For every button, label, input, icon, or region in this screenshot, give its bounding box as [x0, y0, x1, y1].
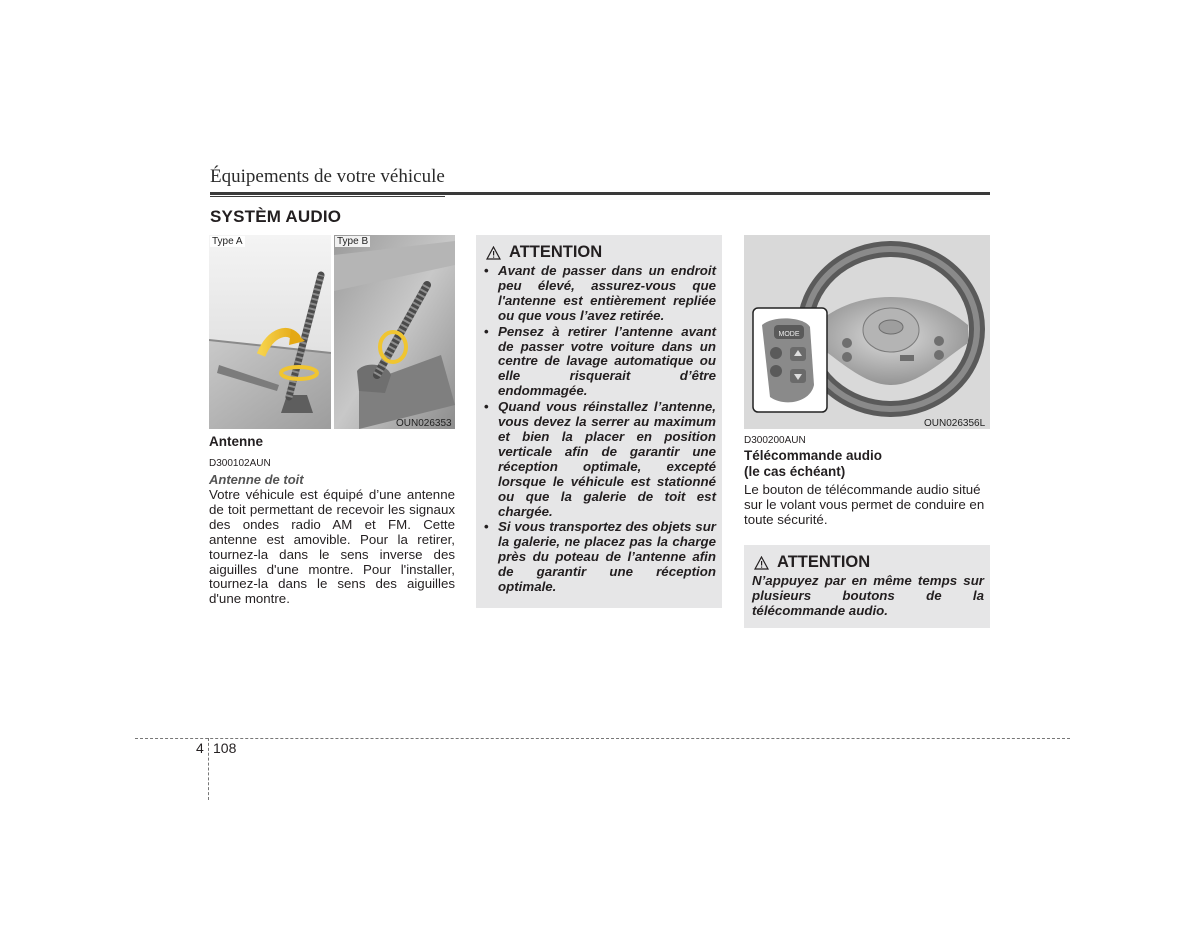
header-rule [210, 192, 990, 195]
figure-label-type-a: Type A [212, 236, 243, 247]
chapter-title: Équipements de votre véhicule [210, 166, 445, 187]
header-rule-thin [210, 196, 445, 197]
warning-item: • Pensez à retirer l’antenne avant de passer votre voiture dans un centre de lavage automatique ou elle risquerait d’être endommagée. [484, 325, 716, 400]
warning-title: ATTENTION [754, 553, 870, 572]
footer-dashed-rule [135, 738, 1070, 739]
page-number: 108 [213, 740, 237, 756]
audio-remote-body-text: Le bouton de télécommande audio situé sur le volant vous permet de conduire en toute sécurité. [744, 482, 985, 527]
audio-remote-warning-box [744, 545, 990, 628]
steering-wheel-figure [744, 235, 990, 429]
warning-triangle-icon [486, 246, 501, 260]
warning-title: ATTENTION [486, 243, 602, 262]
antenna-ref-code: D300102AUN [209, 458, 271, 469]
warning-item: • Quand vous réinstallez l’antenne, vous devez la serrer au maximum et bien la placer en position verticale afin de garantir une réception optimale, excepté lorsque le véhicule est stationné ou que la galerie de toit est chargée. [484, 400, 716, 519]
figure-label-type-b: Type B [337, 236, 369, 247]
antenna-figure [209, 235, 455, 429]
antenna-body-text: Votre véhicule est équipé d’une antenne de toit permettant de recevoir les signaux des ondes radio AM et FM. Cette antenne est amovible. Pour la retirer, tournez-la dans le sens inverse des aiguilles d'une montre. Pour l'installer, tournez-la dans le sens des aiguilles d'une montre. [209, 487, 455, 607]
figure-code-antenna: OUN026353 [396, 418, 452, 429]
figure-code-steering: OUN026356L [924, 418, 986, 429]
section-title: SYSTÈM AUDIO [210, 207, 342, 226]
antenna-illustration [209, 235, 455, 429]
steering-wheel-illustration [744, 235, 990, 429]
warning-item: • Avant de passer dans un endroit peu élevé, assurez-vous que l'antenne est entièrement repliée ou que vous l’avez retirée. [484, 264, 716, 324]
footer-dashed-divider [208, 738, 209, 800]
warning-item: • Si vous transportez des objets sur la galerie, ne placez pas la charge près du poteau de l’antenne afin de garantir une réception optimale. [484, 520, 716, 595]
audio-remote-ref-code: D300200AUN [744, 435, 806, 446]
mode-button-label: MODE [778, 331, 800, 338]
antenna-heading: Antenne [209, 434, 263, 449]
warning-triangle-icon [754, 556, 769, 570]
warning-list [484, 264, 716, 596]
audio-remote-heading: Télécommande audio (le cas échéant) [744, 448, 883, 479]
chapter-number: 4 [196, 740, 204, 756]
audio-remote-warning-text: N’appuyez par en même temps sur plusieurs boutons de la télécommande audio. [752, 573, 984, 618]
antenna-warning-box [476, 235, 722, 608]
roof-antenna-subheading: Antenne de toit [209, 472, 304, 487]
